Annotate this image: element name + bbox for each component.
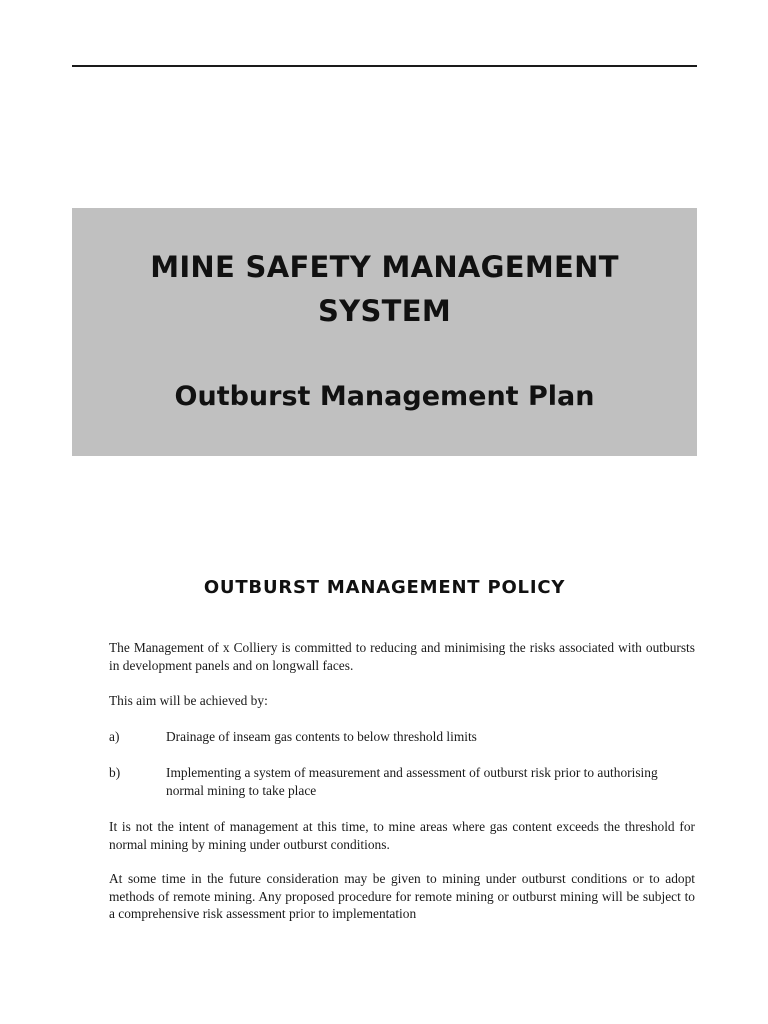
- list-marker: b): [109, 765, 121, 780]
- header-rule: [72, 65, 697, 67]
- document-subtitle: Outburst Management Plan: [174, 381, 595, 412]
- intro-paragraph: The Management of x Colliery is committed to reducing and minimising the risks associated with outbursts in development panels and on longwall faces.: [109, 640, 695, 673]
- future-paragraph: At some time in the future consideration may be given to mining under outburst conditions or to adopt methods of remote mining. Any proposed procedure for remote mining or outburst mining will be subject to a comprehensive risk assessment prior to implementation: [109, 871, 695, 921]
- document-title-line-2: SYSTEM: [317, 294, 452, 328]
- document-title-line-1: MINE SAFETY MANAGEMENT: [150, 250, 619, 284]
- list-item-text: Drainage of inseam gas contents to below threshold limits: [166, 729, 477, 744]
- list-item-text: Implementing a system of measurement and assessment of outburst risk prior to authorising normal mining to take place: [166, 765, 658, 798]
- list-item: [109, 728, 695, 748]
- section-heading: OUTBURST MANAGEMENT POLICY: [203, 577, 566, 598]
- intent-paragraph: It is not the intent of management at this time, to mine areas where gas content exceeds the threshold for normal mining by mining under outburst conditions.: [109, 819, 695, 852]
- title-box: [72, 208, 697, 456]
- list-item: [109, 764, 695, 804]
- list-marker: a): [109, 729, 120, 744]
- aim-paragraph: This aim will be achieved by:: [109, 693, 268, 708]
